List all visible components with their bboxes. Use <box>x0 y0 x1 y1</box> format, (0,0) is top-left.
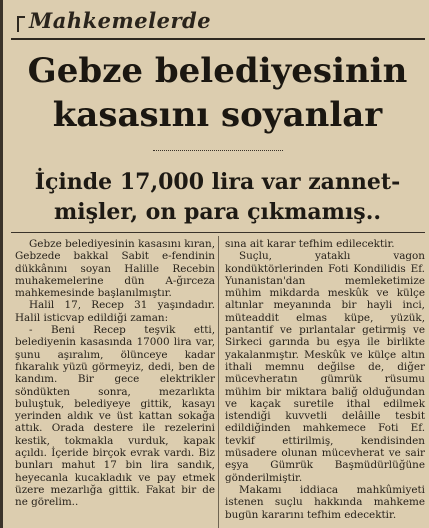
column-separator <box>218 236 219 528</box>
article-rule <box>11 232 425 233</box>
article-paragraph: sına ait karar tefhim edilecektir. <box>225 238 395 250</box>
headline-divider <box>153 150 283 151</box>
header-rule <box>11 38 425 40</box>
article-paragraph: Suçlu, yataklı vagon kondüktörlerinden Foti Kondilidis Ef. Yunanistan'dan memleketimize mühim mikdarda meskûk ve külçe altınlar meyanında bir hayli inci, müteaddit elmas küpe, yüzük, pantantif ve pırlantalar getirmiş ve Sirkeci garında bu eşya ile birlikte yakalanmıştır. Meskûk ve külçe altın ithali memnu değilse de, diğer mücevheratın gümrük rüsumu mühim bir miktara baliğ olduğundan ve kaçak suretile ithal edilmek istendiği kuvvetli delâille tesbit edildiğinden mahkemece Foti Ef. tevkif ettirilmiş, kendisinden müsadere olunan mücevherat ve sair eşya Gümrük Başmüdürlüğüne gönderilmiştir. <box>225 250 425 484</box>
headline-line-1: Gebze belediyesinin <box>27 51 408 91</box>
subheadline-line-2: mişler, on para çıkmamış.. <box>53 199 382 225</box>
article-paragraph: Makamı iddiaca mahkûmiyeti istenen suçlu hakkında mahkeme bugün kararını tefhim edecektir. <box>225 483 425 521</box>
article-paragraph: Halil 17, Recep 31 yaşındadır. Halil isticvap edildiği zaman: <box>15 299 215 324</box>
corner-bracket-icon <box>17 16 25 32</box>
article-column-right <box>225 238 425 521</box>
article-paragraph: - Beni Recep teşvik etti, belediyenin kasasında 17000 lira var, şunu aşıralım, ölünceye kadar fıkaralık yüzü görmeyiz, dedi, ben de kandım. Bir gece elektrikler söndükten sonra, mezarlıkta buluştuk, belediyeye gittik, kasayı yerinden aldık ve üst kattan sokağa attık. Orada destere ile rezelerini kestik, tokmakla vurduk, kapak açıldı. İçeride birçok evrak vardı. Biz bunları mahut 17 bin lira sandık, heyecanla kucakladık ve pay etmek üzere mezarlığa gittik. Fakat bir de ne görelim.. <box>15 324 215 509</box>
headline-line-2: kasasını soyanlar <box>52 95 383 135</box>
section-title: Mahkemelerde <box>29 8 212 33</box>
subheadline-line-1: İçinde 17,000 lira var zannet- <box>34 169 401 195</box>
article-paragraph: Gebze belediyesinin kasasını kıran, Gebzede bakkal Sabit e-fendinin dükkânını soyan Halille Recebin muhakemelerine dün A-ğırceza mahkemesinde başlanılmıştır. <box>15 238 215 300</box>
article-column-left <box>15 238 215 509</box>
